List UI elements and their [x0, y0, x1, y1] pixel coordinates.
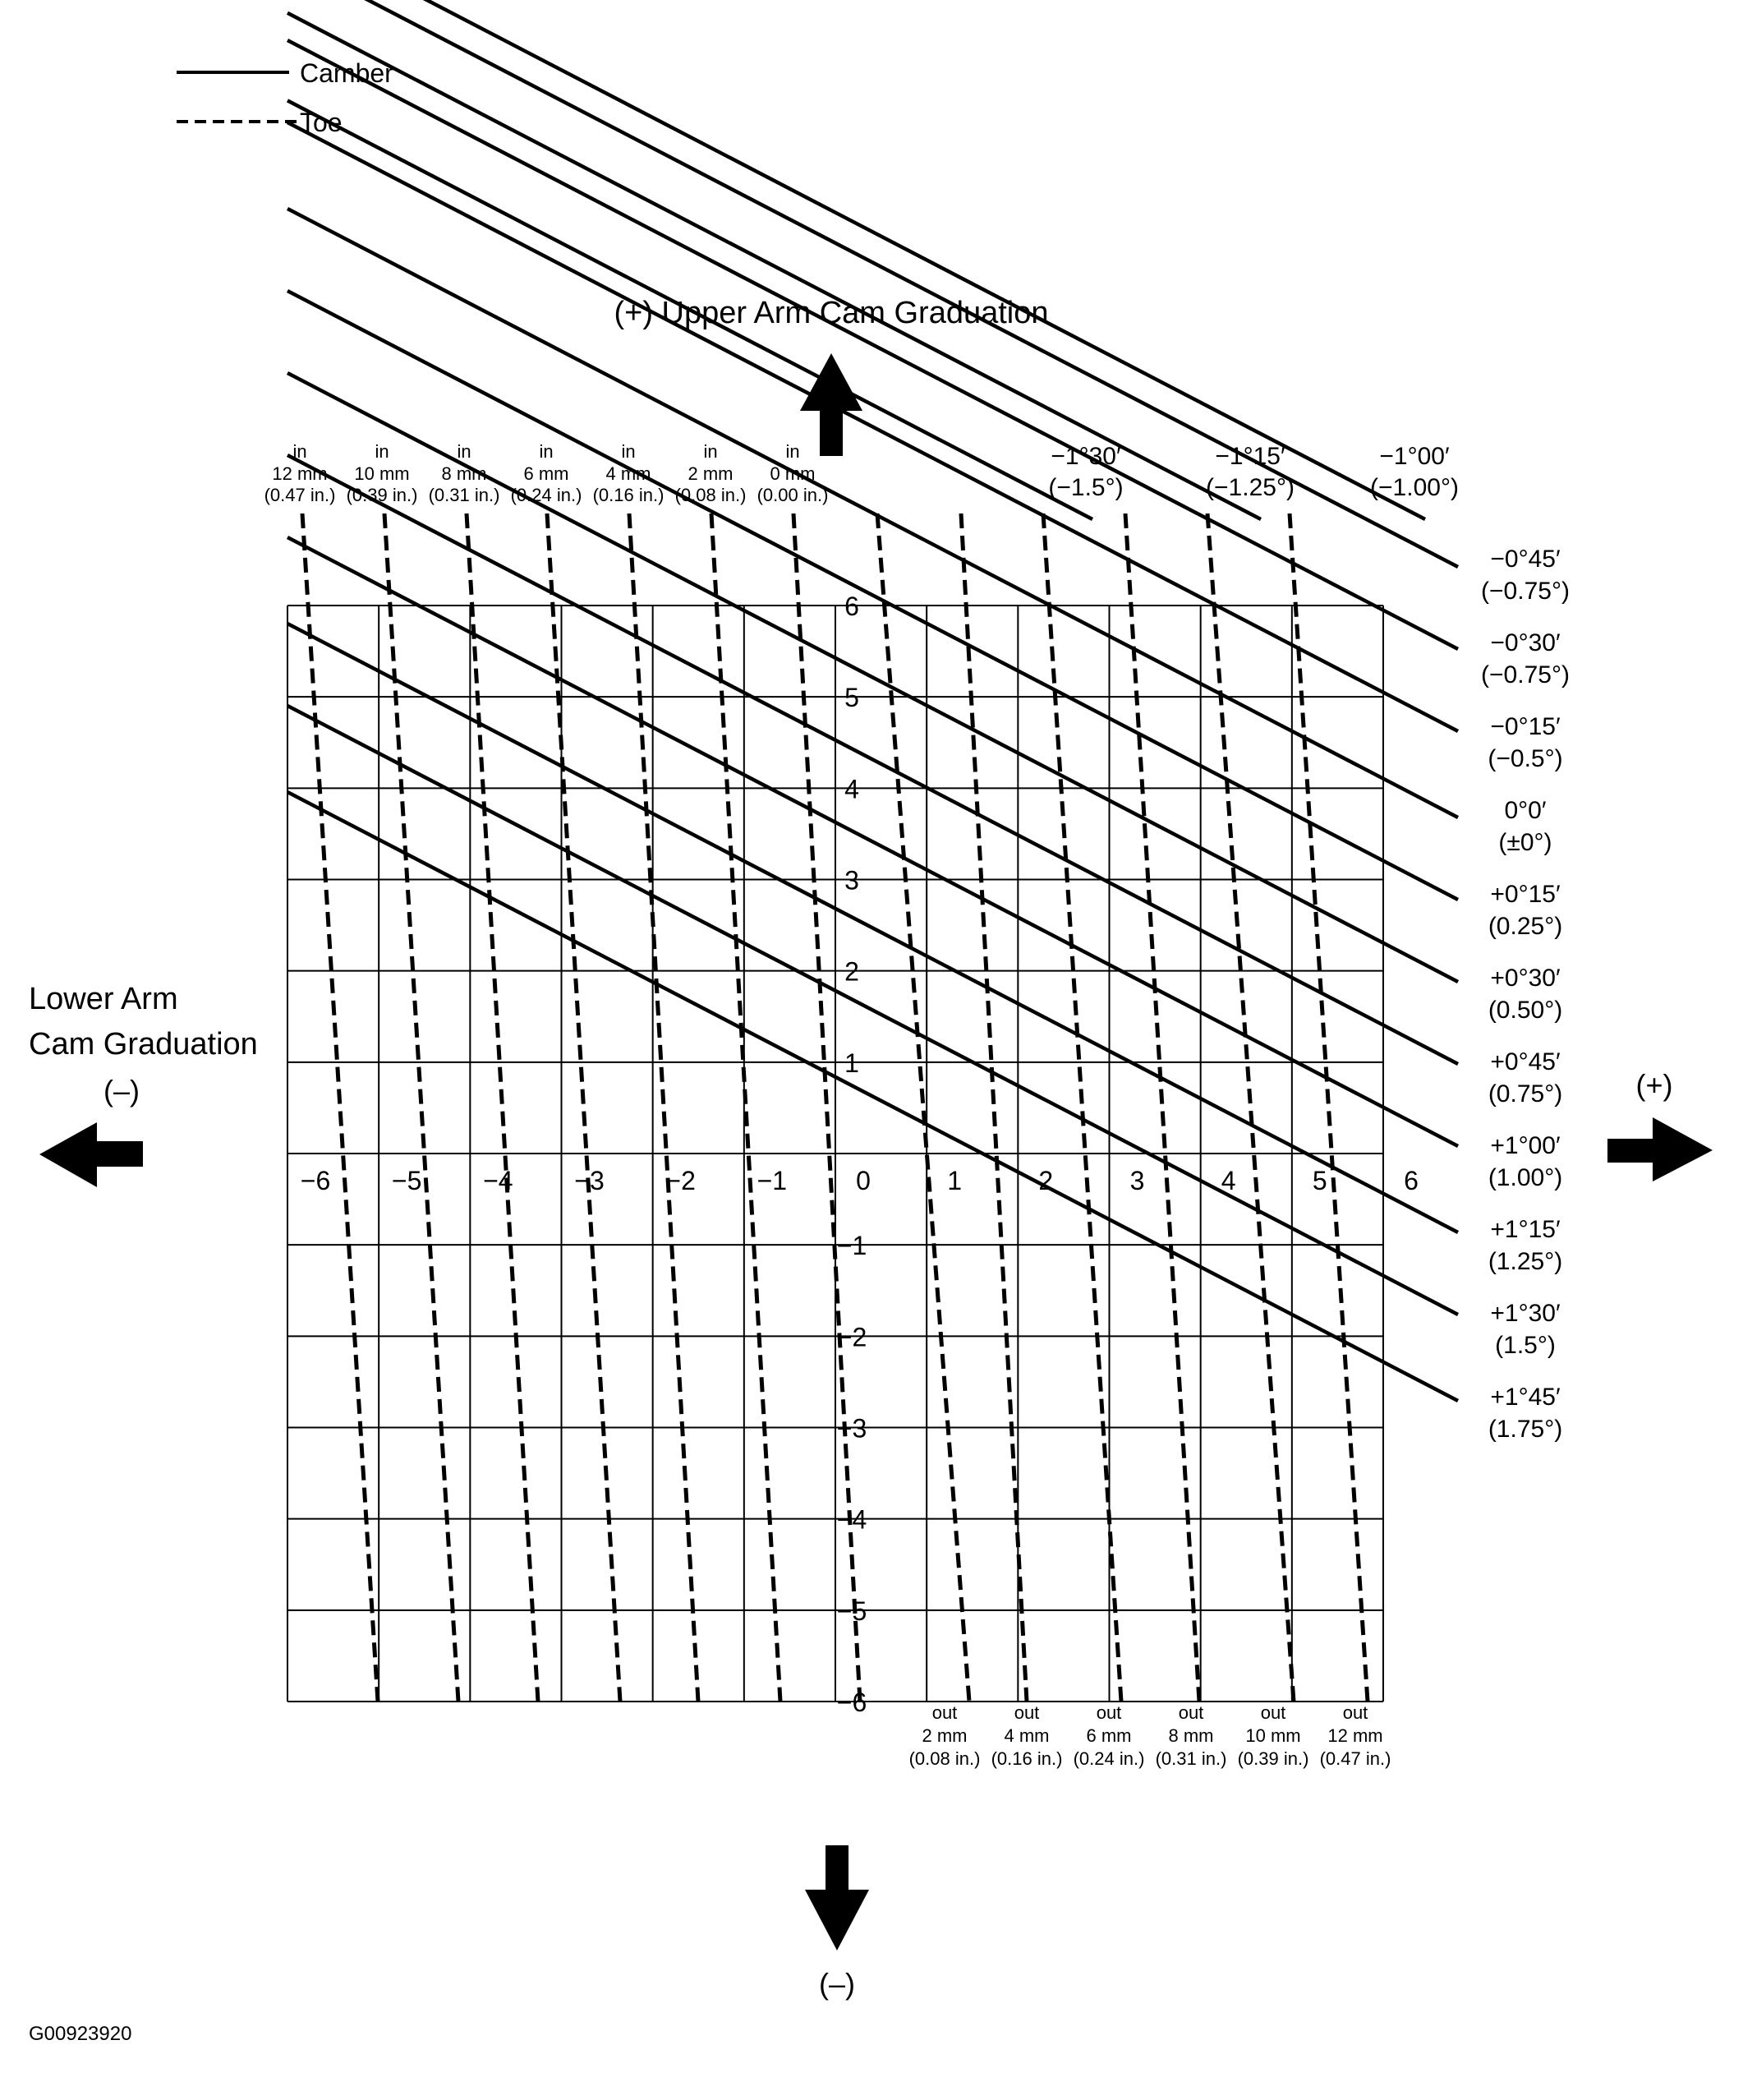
upper-axis-title: (+) Upper Arm Cam Graduation [614, 296, 1049, 330]
grid [287, 606, 1383, 1702]
svg-text:(0.16 in.): (0.16 in.) [592, 485, 665, 505]
camber-top-label [1048, 443, 1123, 501]
svg-text:10 mm: 10 mm [1245, 1725, 1301, 1746]
svg-text:−0°45′: −0°45′ [1490, 546, 1561, 573]
toe-out-label [1320, 1702, 1391, 1769]
left-sign: (–) [103, 1074, 140, 1108]
svg-text:(1.00°): (1.00°) [1488, 1164, 1563, 1191]
toe-in-label [511, 441, 582, 505]
svg-text:(−0.5°): (−0.5°) [1488, 745, 1563, 772]
y-tick-label: 4 [844, 774, 859, 804]
toe-line [961, 513, 1027, 1702]
camber-right-label [1488, 713, 1562, 772]
svg-text:in: in [539, 441, 554, 462]
svg-text:12 mm: 12 mm [272, 463, 328, 484]
y-tick-label: 2 [844, 956, 859, 987]
lower-axis-title-line2: Cam Graduation [29, 1027, 258, 1062]
svg-text:(0.50°): (0.50°) [1488, 997, 1563, 1024]
svg-text:6 mm: 6 mm [523, 463, 569, 484]
svg-text:(1.75°): (1.75°) [1488, 1416, 1563, 1443]
toe-out-label [1074, 1702, 1145, 1769]
svg-text:out: out [1342, 1702, 1368, 1723]
svg-text:2 mm: 2 mm [688, 463, 734, 484]
y-tick-label: 1 [844, 1048, 859, 1078]
svg-text:−1°00′: −1°00′ [1379, 443, 1450, 470]
svg-text:(0.08 in.): (0.08 in.) [908, 1748, 981, 1769]
camber-lines [287, 0, 1458, 1401]
camber-right-label [1481, 546, 1570, 605]
lower-axis-title-line1: Lower Arm [29, 982, 178, 1016]
x-tick-label: −6 [300, 1166, 331, 1195]
camber-right-label [1488, 881, 1562, 940]
svg-text:0 mm: 0 mm [770, 463, 816, 484]
toe-in-label [757, 441, 829, 505]
svg-text:(−0.75°): (−0.75°) [1481, 578, 1570, 605]
toe-in-label [675, 441, 747, 505]
x-tick-label: 1 [947, 1166, 963, 1195]
svg-text:(0.24 in.): (0.24 in.) [510, 485, 582, 505]
toe-out-label [1156, 1702, 1227, 1769]
camber-line [287, 455, 1458, 1064]
svg-text:(1.25°): (1.25°) [1488, 1248, 1563, 1275]
toe-legend-label: Toe [300, 108, 343, 137]
camber-line [287, 537, 1458, 1146]
toe-out-label [1238, 1702, 1309, 1769]
camber-line [287, 624, 1458, 1232]
svg-text:4 mm: 4 mm [605, 463, 651, 484]
toe-out-labels [909, 1702, 1391, 1769]
toe-line [1125, 513, 1199, 1702]
toe-line [629, 513, 698, 1702]
x-tick-label: −3 [574, 1166, 605, 1195]
x-tick-label: −2 [665, 1166, 696, 1195]
svg-text:(−1.00°): (−1.00°) [1370, 474, 1459, 501]
svg-text:in: in [375, 441, 389, 462]
svg-text:8 mm: 8 mm [441, 463, 487, 484]
svg-text:+1°30′: +1°30′ [1490, 1300, 1561, 1327]
svg-text:in: in [457, 441, 471, 462]
svg-text:out: out [1178, 1702, 1204, 1723]
svg-text:in: in [292, 441, 307, 462]
svg-text:+1°15′: +1°15′ [1490, 1216, 1561, 1243]
camber-right-label [1481, 629, 1570, 688]
x-tick-label: 0 [856, 1166, 871, 1195]
svg-text:−1°30′: −1°30′ [1051, 443, 1121, 470]
svg-text:12 mm: 12 mm [1327, 1725, 1383, 1746]
svg-text:in: in [785, 441, 800, 462]
right-sign: (+) [1635, 1068, 1673, 1102]
camber-line [287, 706, 1458, 1315]
svg-text:(0.16 in.): (0.16 in.) [991, 1748, 1063, 1769]
y-tick-label: −4 [836, 1504, 867, 1535]
toe-in-label [264, 441, 336, 505]
x-tick-label: 6 [1404, 1166, 1419, 1195]
svg-text:(1.5°): (1.5°) [1495, 1332, 1556, 1359]
legend [177, 58, 393, 137]
toe-in-label [593, 441, 665, 505]
svg-text:+1°45′: +1°45′ [1490, 1384, 1561, 1411]
y-tick-label: −1 [836, 1231, 867, 1261]
bottom-sign: (–) [819, 1967, 855, 2001]
svg-text:out: out [1096, 1702, 1122, 1723]
toe-line [302, 513, 378, 1702]
camber-legend-label: Camber [300, 58, 393, 88]
svg-text:(−1.5°): (−1.5°) [1048, 474, 1124, 501]
svg-text:−0°15′: −0°15′ [1490, 713, 1561, 740]
svg-text:+0°30′: +0°30′ [1490, 965, 1561, 992]
camber-right-label [1488, 1216, 1562, 1275]
svg-text:0°0′: 0°0′ [1504, 797, 1547, 824]
arrow-down-icon [805, 1845, 869, 1950]
y-tick-label: 6 [844, 592, 859, 621]
svg-text:(0.25°): (0.25°) [1488, 913, 1563, 940]
svg-text:6 mm: 6 mm [1086, 1725, 1132, 1746]
svg-text:(−0.75°): (−0.75°) [1481, 661, 1570, 688]
y-tick-label: 3 [844, 865, 859, 896]
svg-text:(−1.25°): (−1.25°) [1206, 474, 1295, 501]
x-tick-label: 2 [1038, 1166, 1054, 1195]
svg-text:+0°45′: +0°45′ [1490, 1048, 1561, 1075]
svg-text:(0.00 in.): (0.00 in.) [757, 485, 829, 505]
svg-text:(±0°): (±0°) [1498, 829, 1552, 856]
x-tick-label: 4 [1221, 1166, 1236, 1195]
arrow-left-icon [39, 1122, 143, 1187]
figure-id: G00923920 [29, 2023, 132, 2045]
svg-text:(0.08 in.): (0.08 in.) [674, 485, 747, 505]
svg-text:−1°15′: −1°15′ [1215, 443, 1285, 470]
svg-text:out: out [1260, 1702, 1286, 1723]
camber-right-label [1488, 1048, 1562, 1108]
svg-text:(0.24 in.): (0.24 in.) [1073, 1748, 1145, 1769]
toe-line [467, 513, 538, 1702]
svg-text:out: out [1014, 1702, 1040, 1723]
svg-text:−0°30′: −0°30′ [1490, 629, 1561, 656]
camber-line [287, 122, 1458, 731]
camber-line [287, 792, 1458, 1401]
camber-right-labels [1481, 546, 1570, 1443]
y-tick-label: −3 [836, 1413, 867, 1444]
svg-text:(0.47 in.): (0.47 in.) [1319, 1748, 1391, 1769]
svg-text:(0.39 in.): (0.39 in.) [1237, 1748, 1309, 1769]
svg-text:10 mm: 10 mm [354, 463, 410, 484]
y-tick-label: −5 [836, 1596, 867, 1626]
svg-text:(0.75°): (0.75°) [1488, 1080, 1563, 1108]
camber-top-label [1370, 443, 1459, 501]
y-tick-label: −2 [836, 1322, 867, 1352]
camber-right-label [1488, 1132, 1562, 1191]
x-axis-ticks [301, 1166, 1419, 1195]
toe-line [1290, 513, 1368, 1702]
camber-right-label [1490, 1300, 1561, 1359]
svg-text:(0.31 in.): (0.31 in.) [428, 485, 500, 505]
svg-text:out: out [931, 1702, 958, 1723]
svg-text:(0.39 in.): (0.39 in.) [346, 485, 418, 505]
toe-in-labels [264, 441, 829, 505]
svg-text:8 mm: 8 mm [1168, 1725, 1214, 1746]
camber-line [287, 291, 1458, 900]
y-tick-label: −6 [836, 1688, 867, 1717]
arrow-right-icon [1607, 1117, 1713, 1181]
camber-top-label [1206, 443, 1295, 501]
toe-out-label [991, 1702, 1063, 1769]
x-tick-label: −4 [483, 1166, 513, 1195]
svg-text:2 mm: 2 mm [922, 1725, 968, 1746]
x-tick-label: 3 [1129, 1166, 1145, 1195]
svg-text:4 mm: 4 mm [1004, 1725, 1050, 1746]
y-tick-label: 5 [844, 683, 859, 713]
x-tick-label: −1 [757, 1166, 788, 1195]
svg-text:(0.47 in.): (0.47 in.) [264, 485, 336, 505]
x-tick-label: −5 [391, 1166, 422, 1195]
svg-text:+1°00′: +1°00′ [1490, 1132, 1561, 1159]
svg-text:+0°15′: +0°15′ [1490, 881, 1561, 908]
camber-line [287, 40, 1458, 649]
camber-right-label [1498, 797, 1552, 856]
x-tick-label: 5 [1312, 1166, 1327, 1195]
toe-out-label [909, 1702, 981, 1769]
camber-top-labels [1048, 443, 1459, 501]
svg-text:(0.31 in.): (0.31 in.) [1155, 1748, 1227, 1769]
camber-right-label [1488, 965, 1562, 1024]
toe-in-label [347, 441, 418, 505]
svg-text:in: in [621, 441, 636, 462]
camber-right-label [1488, 1384, 1562, 1443]
svg-text:in: in [703, 441, 718, 462]
